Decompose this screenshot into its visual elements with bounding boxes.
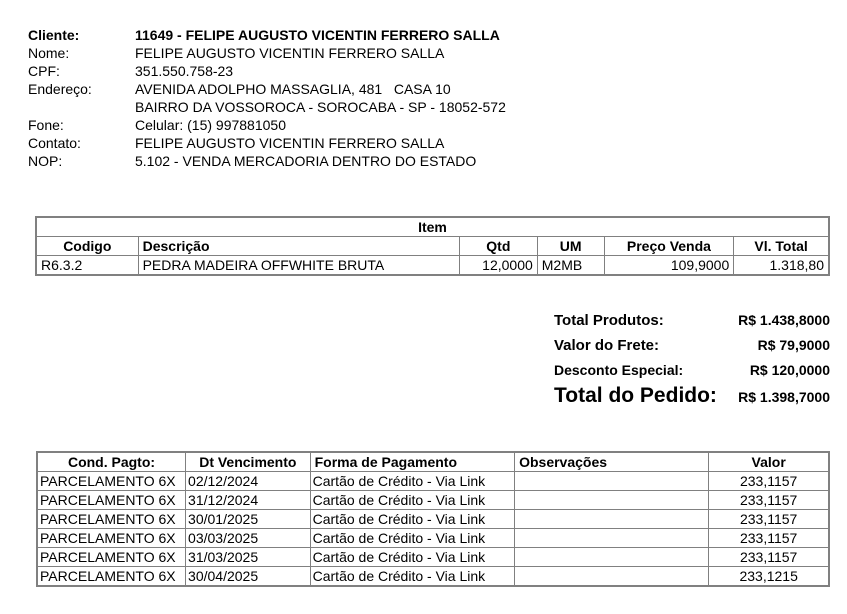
frete-row (554, 337, 832, 362)
total-pedido-value: R$ 1.398,7000 (738, 389, 830, 405)
desconto-value: R$ 120,0000 (749, 362, 830, 378)
info-label: Contato: (28, 135, 81, 151)
cell-descricao: PEDRA MADEIRA OFFWHITE BRUTA (138, 256, 459, 276)
cell-observacoes (515, 548, 709, 567)
table-row (37, 491, 829, 510)
info-value: 11649 - FELIPE AUGUSTO VICENTIN FERRERO SALLA (135, 27, 500, 43)
total-produtos-row (554, 312, 832, 337)
cell-observacoes (515, 529, 709, 548)
table-row (37, 510, 829, 529)
info-value: FELIPE AUGUSTO VICENTIN FERRERO SALLA (135, 135, 445, 151)
payments-header-row (37, 452, 829, 472)
cell-dt-vencimento: 02/12/2024 (186, 472, 311, 491)
cell-observacoes (515, 567, 709, 587)
cell-valor: 233,1157 (709, 472, 829, 491)
cell-valor: 233,1157 (709, 491, 829, 510)
frete-value: R$ 79,9000 (757, 337, 830, 353)
cell-valor: 233,1157 (709, 548, 829, 567)
info-value: 351.550.758-23 (135, 63, 234, 79)
cell-cond-pagto: PARCELAMENTO 6X (37, 472, 186, 491)
cell-valor: 233,1157 (709, 529, 829, 548)
cell-forma-pagamento: Cartão de Crédito - Via Link (310, 567, 514, 587)
col-header-codigo: Codigo (36, 237, 138, 256)
cell-dt-vencimento: 30/01/2025 (186, 510, 311, 529)
info-label: Fone: (28, 117, 64, 133)
cell-cond-pagto: PARCELAMENTO 6X (37, 548, 186, 567)
cell-forma-pagamento: Cartão de Crédito - Via Link (310, 510, 514, 529)
table-row (37, 548, 829, 567)
total-produtos-label: Total Produtos: (554, 312, 664, 329)
info-label: Cliente: (28, 27, 80, 43)
table-row (36, 256, 829, 276)
col-header-observacoes: Observações (515, 452, 709, 472)
items-table (35, 216, 830, 276)
cell-cond-pagto: PARCELAMENTO 6X (37, 529, 186, 548)
cell-qtd: 12,0000 (459, 256, 537, 276)
info-label: Endereço: (28, 81, 92, 97)
info-value: AVENIDA ADOLPHO MASSAGLIA, 481 CASA 10 (135, 81, 451, 97)
info-value: 5.102 - VENDA MERCADORIA DENTRO DO ESTADO (135, 153, 477, 169)
cell-dt-vencimento: 03/03/2025 (186, 529, 311, 548)
table-row (37, 529, 829, 548)
desconto-label: Desconto Especial: (554, 362, 684, 378)
order-totals (554, 312, 832, 412)
cell-forma-pagamento: Cartão de Crédito - Via Link (310, 491, 514, 510)
cell-valor: 233,1157 (709, 510, 829, 529)
col-header-vl-total: Vl. Total (734, 237, 829, 256)
cell-observacoes (515, 491, 709, 510)
table-row (37, 472, 829, 491)
col-header-valor: Valor (709, 452, 829, 472)
info-value: Celular: (15) 997881050 (135, 117, 286, 133)
cell-forma-pagamento: Cartão de Crédito - Via Link (310, 529, 514, 548)
cell-um: M2MB (537, 256, 604, 276)
cell-cond-pagto: PARCELAMENTO 6X (37, 491, 186, 510)
table-row (37, 567, 829, 587)
cell-observacoes (515, 472, 709, 491)
cell-observacoes (515, 510, 709, 529)
cell-forma-pagamento: Cartão de Crédito - Via Link (310, 548, 514, 567)
total-produtos-value: R$ 1.438,8000 (738, 312, 830, 328)
cell-vl-total: 1.318,80 (734, 256, 829, 276)
col-header-dt-vencimento: Dt Vencimento (186, 452, 311, 472)
col-header-qtd: Qtd (459, 237, 537, 256)
col-header-descricao: Descrição (138, 237, 459, 256)
col-header-forma-pagamento: Forma de Pagamento (310, 452, 514, 472)
cell-cond-pagto: PARCELAMENTO 6X (37, 510, 186, 529)
cell-dt-vencimento: 31/03/2025 (186, 548, 311, 567)
cell-preco-venda: 109,9000 (604, 256, 734, 276)
payments-table (36, 451, 830, 587)
frete-label: Valor do Frete: (554, 337, 660, 354)
info-label: CPF: (28, 63, 60, 79)
total-pedido-label: Total do Pedido: (554, 384, 717, 407)
total-pedido-row (554, 384, 832, 412)
cell-forma-pagamento: Cartão de Crédito - Via Link (310, 472, 514, 491)
info-value: BAIRRO DA VOSSOROCA - SOROCABA - SP - 18052-572 (135, 99, 506, 115)
info-label: Nome: (28, 45, 70, 61)
cell-dt-vencimento: 31/12/2024 (186, 491, 311, 510)
cell-valor: 233,1215 (709, 567, 829, 587)
cell-dt-vencimento: 30/04/2025 (186, 567, 311, 587)
items-header-row (36, 237, 829, 256)
col-header-preco-venda: Preço Venda (604, 237, 734, 256)
info-label: NOP: (28, 153, 63, 169)
info-value: FELIPE AUGUSTO VICENTIN FERRERO SALLA (135, 45, 445, 61)
cell-cond-pagto: PARCELAMENTO 6X (37, 567, 186, 587)
cell-codigo: R6.3.2 (36, 256, 138, 276)
col-header-um: UM (537, 237, 604, 256)
items-table-title: Item (36, 217, 829, 237)
col-header-cond-pagto: Cond. Pagto: (37, 452, 186, 472)
items-title-row (36, 217, 829, 237)
